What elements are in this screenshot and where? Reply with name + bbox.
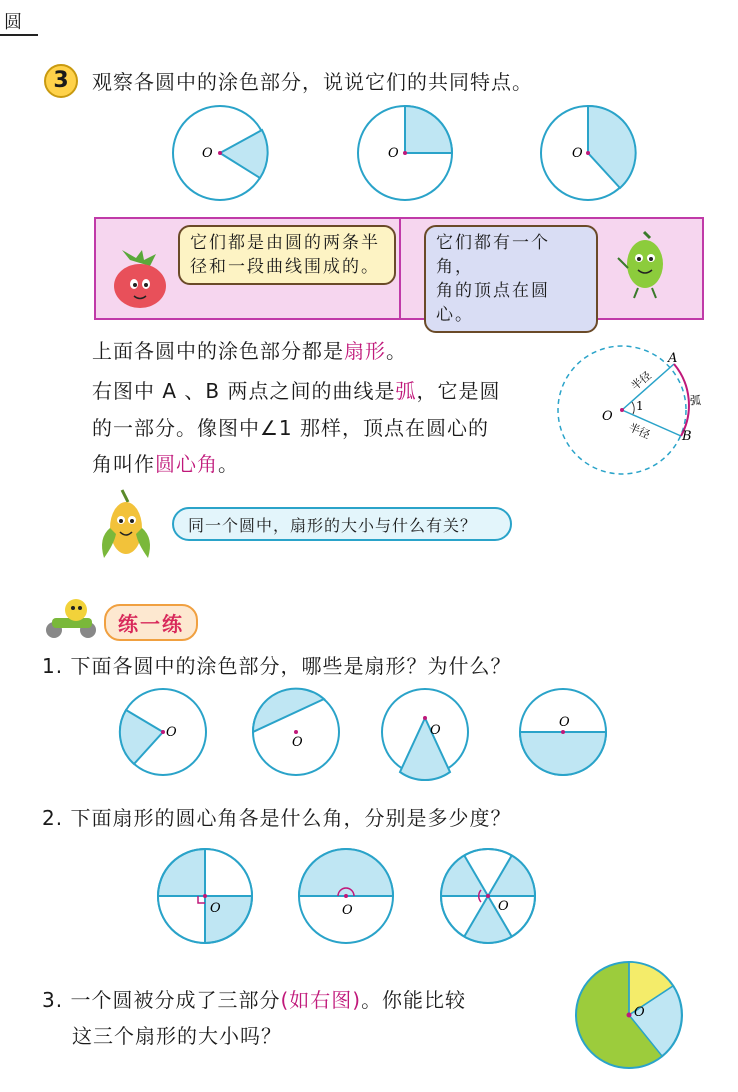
q2-circle-right-angle xyxy=(158,849,252,943)
radish-character xyxy=(102,250,172,312)
practice-title: 练一练 xyxy=(104,604,198,641)
center-label: O xyxy=(202,146,213,161)
example-circle-1 xyxy=(173,106,268,200)
practice-mascot-icon xyxy=(42,596,102,640)
def1-pre: 上面各圆中的涂色部分都是 xyxy=(92,339,344,363)
example-number-badge xyxy=(44,64,78,98)
def2-post: ，它是圆 xyxy=(416,379,501,403)
term-central-angle: 圆心角 xyxy=(155,452,218,476)
panel-divider xyxy=(399,219,401,318)
speech-right-line1: 它们都有一个角， xyxy=(436,233,550,277)
speech-right-line2: 角的顶点在圆心。 xyxy=(436,281,550,325)
term-sector: 扇形 xyxy=(344,339,386,363)
example-question: 观察各圆中的涂色部分，说说它们的共同特点。 xyxy=(92,70,533,94)
center-label: O xyxy=(572,146,583,161)
practice-question-3-line1 xyxy=(42,982,466,1018)
practice-question-2: 2. 下面扇形的圆心角各是什么角，分别是多少度？ xyxy=(42,806,512,830)
center-label: O xyxy=(388,146,399,161)
center-label: O xyxy=(342,903,353,918)
definition-line-1 xyxy=(92,333,407,369)
q2-circle-six-parts xyxy=(441,849,535,944)
q1-circle-4 xyxy=(520,689,606,775)
center-o-label: O xyxy=(602,409,613,424)
center-label: O xyxy=(292,735,303,750)
center-label: O xyxy=(210,901,221,916)
example-circle-3 xyxy=(541,106,636,200)
speech-bubble-left xyxy=(178,225,396,285)
header-rule xyxy=(0,34,38,36)
speech-bubble-right xyxy=(424,225,598,333)
q1-circles xyxy=(110,684,620,784)
example-circles xyxy=(160,100,640,210)
definition-line-2 xyxy=(92,373,500,409)
term-arc: 弧 xyxy=(395,379,417,403)
practice-question-1: 1. 下面各圆中的涂色部分，哪些是扇形？为什么？ xyxy=(42,654,512,678)
radius-label-1: 半径 xyxy=(628,368,654,393)
q3-post: 。你能比较 xyxy=(361,988,467,1012)
q3-pre: 3. 一个圆被分成了三部分 xyxy=(42,988,281,1012)
def4-post: 。 xyxy=(218,452,239,476)
center-label: O xyxy=(559,715,570,730)
q3-paren: (如右图) xyxy=(280,988,362,1012)
center-label: O xyxy=(430,723,441,738)
center-label: O xyxy=(498,899,509,914)
arc-label: 弧 xyxy=(690,394,701,407)
def1-post: 。 xyxy=(386,339,407,363)
def2-pre: 右图中 A 、B 两点之间的曲线是 xyxy=(92,379,396,403)
q2-circle-straight-angle xyxy=(299,849,393,943)
center-label: O xyxy=(634,1005,645,1020)
radius-label-2: 半径 xyxy=(626,420,652,442)
speech-left-line1: 它们都是由圆的两条半 xyxy=(190,233,380,253)
q1-circle-2 xyxy=(253,689,339,775)
definition-line-4 xyxy=(92,446,239,482)
think-bubble: 同一个圆中，扇形的大小与什么有关？ xyxy=(172,507,512,541)
point-a-label: A xyxy=(668,351,678,366)
def4-pre: 角叫作 xyxy=(92,452,155,476)
angle-1-label: 1 xyxy=(636,399,644,413)
example-circle-2 xyxy=(358,106,452,200)
arc-diagram xyxy=(548,340,728,480)
definition-line-3: 的一部分。像图中∠1 那样，顶点在圆心的 xyxy=(92,416,490,440)
pepper-character xyxy=(616,228,674,300)
q3-circle xyxy=(572,958,686,1072)
speech-left-line2: 径和一段曲线围成的。 xyxy=(190,257,380,277)
q1-circle-3 xyxy=(382,689,468,780)
point-b-label: B xyxy=(682,429,692,444)
center-label: O xyxy=(166,725,177,740)
practice-question-3-line2: 这三个扇形的大小吗？ xyxy=(72,1024,282,1048)
chapter-label: 圆 xyxy=(4,12,22,33)
q2-circles xyxy=(150,844,550,948)
corn-character xyxy=(92,488,158,564)
example-number: 3 xyxy=(53,68,69,93)
q1-circle-1 xyxy=(120,689,206,775)
